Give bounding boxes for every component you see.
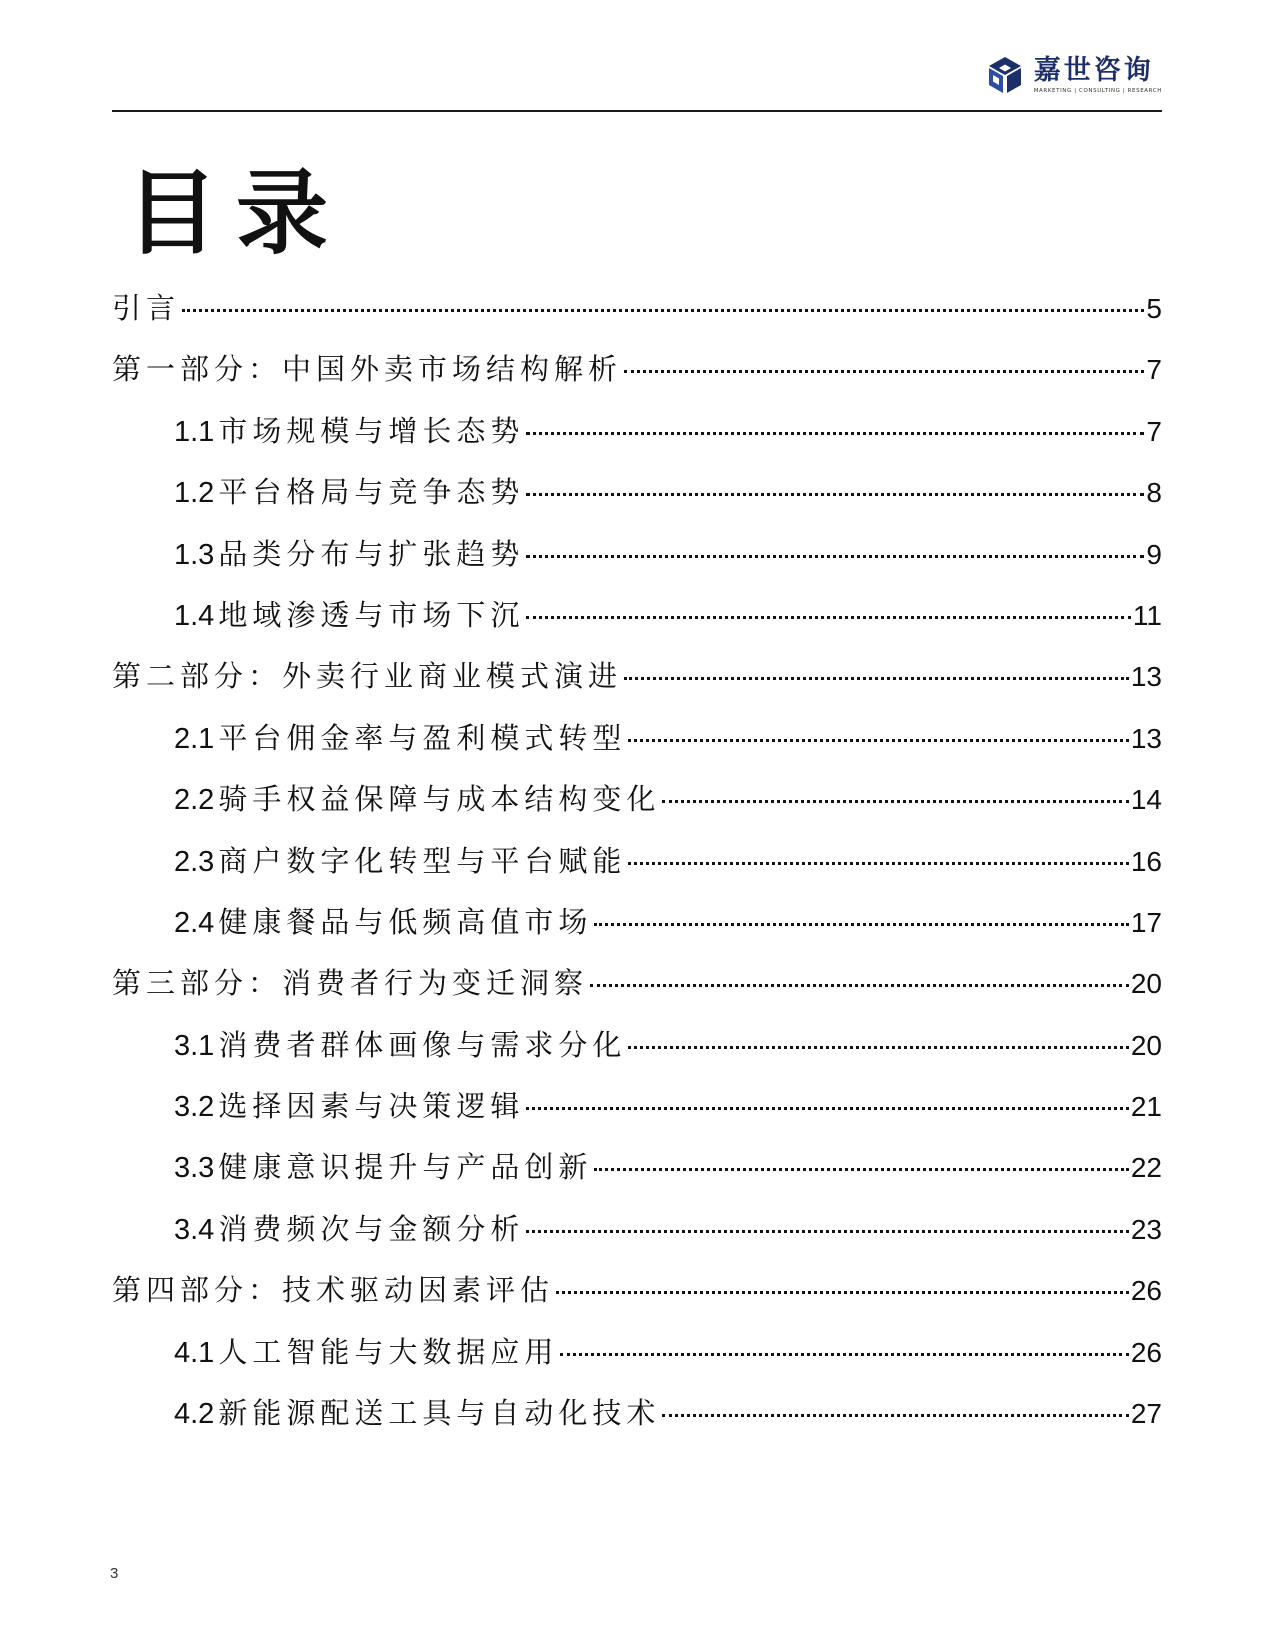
toc-entry-number: 3.1 [174, 1029, 215, 1062]
toc-entry-number: 2.2 [174, 784, 215, 817]
toc-entry-title [112, 656, 622, 696]
toc-entry-label: 健康意识提升与产品创新 [218, 1150, 593, 1185]
toc-subsection-entry[interactable] [112, 779, 1162, 840]
toc-entry-number: 1.2 [174, 477, 215, 510]
toc-entry-label: 选择因素与决策逻辑 [218, 1089, 525, 1124]
toc-subsection-entry[interactable] [112, 1025, 1162, 1086]
toc-entry-title [174, 472, 524, 513]
toc-page-number: 13 [1130, 661, 1162, 693]
toc-entry-label: 市场规模与增长态势 [218, 413, 525, 448]
toc-dot-leader [594, 923, 1129, 926]
toc-dot-leader [624, 370, 1144, 373]
toc-entry-label: 消费频次与金额分析 [218, 1211, 525, 1246]
toc-entry-label: 骑手权益保障与成本结构变化 [218, 782, 661, 817]
toc-page-number: 26 [1130, 1275, 1162, 1307]
header-divider [112, 110, 1162, 112]
toc-entry-number: 3.4 [174, 1213, 215, 1246]
cube-logo-icon [984, 54, 1026, 96]
toc-entry-label: 品类分布与扩张趋势 [218, 536, 525, 571]
toc-entry-label: 第二部分：外卖行业商业模式演进 [112, 659, 623, 694]
toc-entry-title [112, 1270, 554, 1310]
toc-subsection-entry[interactable] [112, 1332, 1162, 1393]
toc-dot-leader [526, 493, 1144, 496]
toc-section-entry[interactable] [112, 288, 1162, 349]
toc-entry-number: 2.3 [174, 845, 215, 878]
toc-page-number: 17 [1130, 906, 1162, 938]
toc-page-number: 16 [1130, 845, 1162, 877]
toc-entry-title [174, 841, 626, 882]
toc-page-number: 13 [1130, 722, 1162, 754]
toc-entry-title [174, 779, 660, 820]
toc-dot-leader [628, 1046, 1129, 1049]
toc-entry-number: 2.1 [174, 722, 215, 755]
toc-subsection-entry[interactable] [112, 718, 1162, 779]
toc-entry-title [174, 902, 592, 943]
toc-page-number: 20 [1130, 1029, 1162, 1061]
toc-page-number: 8 [1146, 477, 1162, 509]
toc-section-entry[interactable] [112, 963, 1162, 1024]
toc-subsection-entry[interactable] [112, 595, 1162, 656]
toc-subsection-entry[interactable] [112, 534, 1162, 595]
toc-entry-label: 平台佣金率与盈利模式转型 [218, 720, 627, 755]
toc-dot-leader [628, 739, 1129, 742]
toc-dot-leader [662, 1414, 1129, 1417]
toc-entry-title [174, 1086, 524, 1127]
toc-entry-title [174, 718, 626, 759]
toc-entry-label: 第三部分：消费者行为变迁洞察 [112, 966, 589, 1001]
toc-dot-leader [526, 555, 1144, 558]
brand-name: 嘉世咨询 [1033, 55, 1154, 86]
page-number: 3 [110, 1565, 119, 1582]
toc-entry-title [174, 1393, 660, 1434]
toc-subsection-entry[interactable] [112, 472, 1162, 533]
toc-dot-leader [526, 1230, 1129, 1233]
toc-entry-title [174, 411, 524, 452]
brand-tagline: MARKETING | CONSULTING | RESEARCH [1033, 88, 1162, 94]
toc-entry-label: 人工智能与大数据应用 [218, 1334, 559, 1369]
toc-entry-title [174, 595, 524, 636]
toc-list [112, 288, 1162, 1454]
toc-entry-label: 第四部分：技术驱动因素评估 [112, 1273, 555, 1308]
toc-entry-label: 新能源配送工具与自动化技术 [218, 1396, 661, 1431]
toc-entry-number: 4.2 [174, 1398, 215, 1431]
toc-entry-label: 商户数字化转型与平台赋能 [218, 843, 627, 878]
toc-entry-label: 第一部分：中国外卖市场结构解析 [112, 352, 623, 387]
toc-entry-label: 消费者群体画像与需求分化 [218, 1027, 627, 1062]
toc-section-entry[interactable] [112, 656, 1162, 717]
toc-subsection-entry[interactable] [112, 841, 1162, 902]
toc-entry-title [174, 534, 524, 575]
toc-entry-number: 2.4 [174, 906, 215, 939]
toc-section-entry[interactable] [112, 349, 1162, 410]
toc-entry-number: 1.4 [174, 599, 215, 632]
toc-dot-leader [628, 862, 1129, 865]
toc-page-number: 20 [1130, 968, 1162, 1000]
toc-dot-leader [526, 1107, 1129, 1110]
toc-entry-label: 引言 [112, 291, 181, 325]
toc-page-number: 14 [1130, 784, 1162, 816]
toc-entry-title [174, 1209, 524, 1250]
toc-title: 目录 [126, 159, 347, 267]
toc-page-number: 9 [1146, 538, 1162, 570]
brand-logo [984, 54, 1162, 96]
toc-page-number: 27 [1130, 1398, 1162, 1430]
toc-page-number: 21 [1130, 1091, 1162, 1123]
toc-subsection-entry[interactable] [112, 1393, 1162, 1454]
toc-entry-title [112, 349, 622, 389]
page-header [112, 50, 1162, 112]
toc-entry-number: 3.3 [174, 1152, 215, 1185]
toc-page-number: 11 [1132, 599, 1162, 631]
toc-page-number: 23 [1130, 1213, 1162, 1245]
toc-subsection-entry[interactable] [112, 902, 1162, 963]
toc-page-number: 7 [1146, 354, 1162, 386]
toc-dot-leader [526, 616, 1131, 619]
toc-page-number: 22 [1130, 1152, 1162, 1184]
toc-entry-label: 地域渗透与市场下沉 [218, 597, 525, 632]
toc-page-number: 5 [1146, 293, 1162, 324]
toc-page-number: 26 [1130, 1336, 1162, 1368]
toc-entry-number: 1.1 [174, 415, 215, 448]
toc-entry-title [174, 1332, 558, 1373]
toc-dot-leader [526, 432, 1144, 435]
toc-entry-title [112, 288, 180, 328]
toc-entry-number: 3.2 [174, 1091, 215, 1124]
toc-entry-title [112, 963, 588, 1003]
toc-entry-label: 平台格局与竞争态势 [218, 475, 525, 510]
toc-subsection-entry[interactable] [112, 1086, 1162, 1147]
toc-subsection-entry[interactable] [112, 1209, 1162, 1270]
brand-text [1034, 56, 1162, 94]
toc-dot-leader [182, 309, 1144, 312]
toc-subsection-entry[interactable] [112, 411, 1162, 472]
toc-entry-number: 4.1 [174, 1336, 215, 1369]
toc-dot-leader [560, 1353, 1129, 1356]
toc-dot-leader [590, 984, 1129, 987]
toc-dot-leader [662, 800, 1129, 803]
toc-dot-leader [556, 1291, 1129, 1294]
toc-entry-label: 健康餐品与低频高值市场 [218, 904, 593, 939]
toc-dot-leader [594, 1168, 1129, 1171]
toc-page-number: 7 [1146, 415, 1162, 447]
toc-entry-title [174, 1147, 592, 1188]
toc-section-entry[interactable] [112, 1270, 1162, 1331]
toc-subsection-entry[interactable] [112, 1147, 1162, 1208]
toc-entry-number: 1.3 [174, 538, 215, 571]
toc-dot-leader [624, 677, 1129, 680]
toc-entry-title [174, 1025, 626, 1066]
